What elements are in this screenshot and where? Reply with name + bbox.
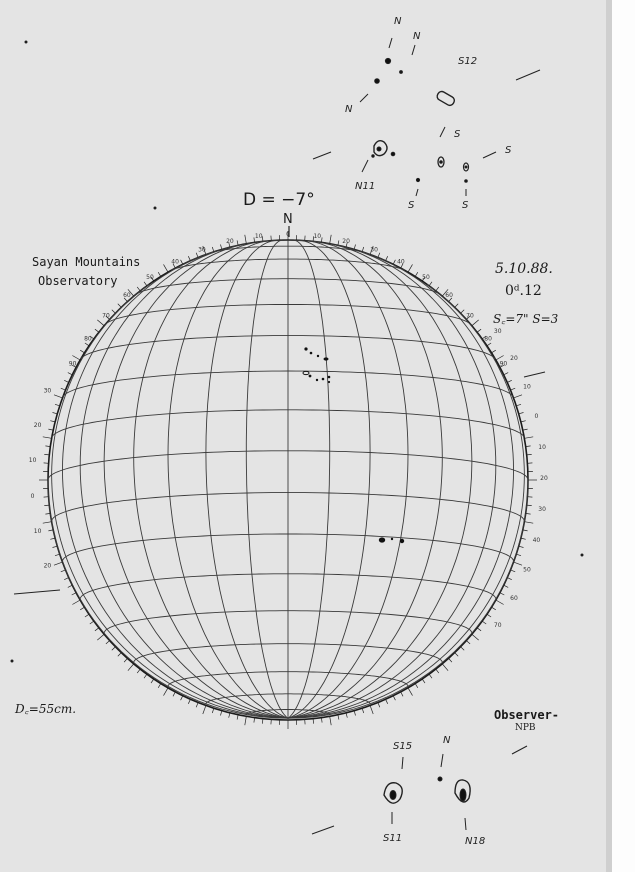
- limb-tick: [68, 585, 73, 587]
- region-label: S: [408, 200, 415, 211]
- limb-scale-label: 70: [102, 312, 110, 320]
- limb-tick: [507, 578, 512, 580]
- limb-scale-label: 10: [33, 528, 42, 536]
- meridian-line: [288, 245, 496, 718]
- limb-tick: [354, 711, 355, 716]
- limb-tick: [53, 546, 58, 547]
- limb-tick: [527, 505, 532, 506]
- limb-tick: [80, 607, 84, 610]
- meridian-line: [80, 245, 288, 718]
- limb-scale-label: 50: [146, 273, 154, 281]
- limb-tick: [128, 664, 134, 671]
- limb-scale-label: 30: [538, 506, 546, 514]
- limb-tick: [97, 634, 104, 640]
- limb-tick: [378, 703, 380, 708]
- limb-tick: [500, 593, 504, 595]
- limb-scale-label: 20: [33, 421, 42, 429]
- limb-tick: [72, 356, 80, 361]
- limb-tick: [511, 388, 516, 390]
- limb-scale-label: 80: [484, 335, 492, 343]
- observer-initials: NPB: [515, 723, 536, 733]
- sunspot: [316, 379, 318, 381]
- limb-tick: [245, 235, 247, 244]
- limb-tick: [144, 674, 147, 678]
- limb-tick: [254, 718, 255, 723]
- declination-label: D = −7°: [243, 190, 315, 210]
- observatory-name-line2: Observatory: [38, 274, 118, 288]
- limb-tick: [401, 692, 403, 696]
- region-label: S12: [458, 56, 478, 67]
- limb-tick: [80, 350, 84, 353]
- limb-tick: [330, 235, 332, 244]
- limb-tick: [516, 404, 521, 406]
- limb-tick: [313, 719, 314, 724]
- limb-tick: [44, 505, 49, 506]
- limb-scale-label: 10: [538, 443, 546, 451]
- limb-tick: [229, 713, 230, 718]
- limb-tick: [477, 628, 481, 631]
- limb-scale-label: 0: [30, 492, 35, 500]
- limb-tick: [221, 711, 222, 716]
- limb-tick: [61, 570, 66, 572]
- limb-tick: [188, 256, 190, 261]
- limb-tick: [492, 607, 496, 610]
- limb-tick: [164, 264, 169, 272]
- limb-tick: [461, 310, 465, 314]
- limb-tick: [519, 413, 524, 414]
- region-label: S: [505, 145, 512, 156]
- sunspot: [309, 375, 312, 378]
- region-label: N: [394, 16, 402, 27]
- limb-tick: [164, 688, 169, 696]
- limb-tick: [514, 562, 523, 565]
- limb-tick: [106, 641, 110, 644]
- region-label: S: [454, 129, 461, 140]
- limb-tick: [386, 699, 388, 704]
- region-label: S15: [393, 741, 413, 752]
- limb-scale-label: 10: [254, 232, 263, 240]
- meridian-line: [288, 240, 330, 718]
- limb-scale-label: 20: [342, 238, 350, 245]
- limb-scale-label: 10: [28, 457, 37, 465]
- limb-tick: [504, 373, 509, 375]
- limb-tick: [436, 287, 439, 291]
- limb-tick: [526, 513, 531, 514]
- sunspot: [328, 376, 331, 379]
- limb-tick: [212, 247, 214, 252]
- limb-tick: [43, 437, 52, 439]
- limb-tick: [422, 679, 425, 683]
- meridian-line: [104, 243, 288, 718]
- limb-tick: [48, 530, 53, 531]
- limb-tick: [436, 669, 439, 673]
- limb-tick: [516, 554, 521, 556]
- limb-tick: [442, 664, 448, 671]
- region-label: N: [345, 104, 353, 115]
- limb-scale-label: 0: [286, 231, 290, 238]
- limb-tick: [54, 395, 63, 398]
- limb-tick: [54, 562, 63, 565]
- limb-scale-label: 30: [370, 246, 378, 254]
- sunspot: [324, 357, 329, 360]
- limb-tick: [212, 708, 214, 713]
- limb-tick: [415, 272, 418, 276]
- observation-date: 5.10.88.: [495, 261, 553, 277]
- sunspot: [400, 539, 404, 543]
- limb-tick: [523, 530, 528, 531]
- limb-tick: [181, 260, 183, 265]
- limb-tick: [492, 350, 496, 353]
- meridian-line: [288, 241, 408, 718]
- limb-tick: [524, 522, 533, 524]
- limb-tick: [137, 669, 140, 673]
- region-label: N: [413, 31, 421, 42]
- sunspot: [317, 355, 319, 357]
- limb-tick: [137, 287, 140, 291]
- limb-tick: [449, 658, 452, 662]
- limb-tick: [173, 692, 175, 696]
- sunspot-markings: [303, 347, 404, 543]
- limb-tick: [245, 716, 247, 725]
- limb-scale-label: 30: [43, 387, 52, 395]
- limb-tick: [95, 628, 99, 631]
- meridian-line: [288, 253, 514, 719]
- limb-scale-label: 20: [226, 238, 234, 245]
- limb-tick: [72, 600, 80, 605]
- sunspot: [328, 381, 330, 383]
- limb-scale-label: 70: [466, 312, 474, 320]
- meridian-line: [246, 240, 288, 718]
- limb-tick: [90, 621, 94, 624]
- limb-scale-label: 0: [534, 413, 539, 421]
- limb-tick: [321, 237, 322, 242]
- region-label: N18: [465, 836, 486, 847]
- limb-tick: [415, 684, 418, 688]
- limb-tick: [64, 578, 69, 580]
- meridian-line: [168, 241, 288, 718]
- limb-tick: [112, 310, 116, 314]
- limb-scale-label: 60: [123, 291, 131, 299]
- limb-tick: [68, 373, 73, 375]
- limb-tick: [203, 706, 206, 715]
- limb-tick: [487, 343, 491, 346]
- limb-tick: [455, 653, 459, 657]
- limb-tick: [527, 454, 532, 455]
- region-label: N11: [355, 181, 376, 192]
- limb-tick: [338, 715, 339, 720]
- limb-scale-label: 40: [171, 258, 179, 266]
- limb-tick: [221, 245, 222, 250]
- limb-scale-label: 20: [510, 354, 518, 362]
- region-label: S: [462, 200, 469, 211]
- limb-tick: [521, 538, 526, 539]
- limb-tick: [158, 272, 161, 276]
- limb-tick: [196, 703, 198, 708]
- limb-tick: [50, 421, 55, 422]
- meridian-line: [63, 253, 289, 719]
- limb-tick: [370, 706, 373, 715]
- limb-tick: [472, 634, 479, 640]
- limb-scale-label: 60: [445, 291, 453, 299]
- limb-tick: [72, 593, 76, 595]
- sunspot: [303, 371, 309, 374]
- limb-tick: [519, 546, 524, 547]
- north-marker: N: [283, 212, 293, 227]
- limb-tick: [429, 282, 432, 286]
- limb-tick: [44, 454, 49, 455]
- limb-tick: [408, 264, 413, 272]
- sunspot: [310, 352, 313, 355]
- limb-tick: [511, 570, 516, 572]
- limb-tick: [55, 404, 60, 406]
- limb-tick: [378, 253, 380, 258]
- limb-tick: [48, 429, 53, 430]
- limb-tick: [393, 696, 395, 701]
- limb-tick: [85, 343, 89, 346]
- limb-tick: [330, 716, 332, 725]
- limb-tick: [524, 437, 533, 439]
- limb-scale-label: 20: [540, 475, 548, 482]
- limb-tick: [466, 641, 470, 644]
- limb-tick: [53, 413, 58, 414]
- limb-tick: [85, 614, 89, 617]
- limb-tick: [95, 329, 99, 332]
- limb-scale-label: 90: [68, 360, 77, 368]
- limb-tick: [118, 304, 122, 308]
- observation-time: 0ᵈ.12: [505, 283, 542, 299]
- limb-tick: [262, 719, 263, 724]
- limb-tick: [526, 446, 531, 447]
- limb-tick: [408, 688, 413, 696]
- limb-tick: [118, 653, 122, 657]
- limb-tick: [124, 658, 127, 662]
- limb-scale-label: 70: [493, 621, 502, 629]
- limb-tick: [487, 614, 491, 617]
- limb-tick: [354, 245, 355, 250]
- limb-scale-label: 20: [43, 562, 52, 570]
- sunspot: [322, 378, 325, 381]
- limb-tick: [504, 585, 509, 587]
- limb-scale-label: 50: [523, 566, 531, 574]
- limb-scale-label: 10: [523, 383, 531, 391]
- disk-diameter: D꜀=55cm.: [15, 702, 77, 716]
- limb-tick: [429, 674, 432, 678]
- sunspot: [304, 347, 307, 350]
- limb-scale-label: 90: [499, 360, 508, 368]
- limb-tick: [521, 421, 526, 422]
- limb-scale-label: 80: [84, 335, 92, 343]
- limb-tick: [158, 684, 161, 688]
- limb-tick: [523, 429, 528, 430]
- limb-tick: [455, 304, 459, 308]
- limb-tick: [55, 554, 60, 556]
- limb-scale-label: 50: [422, 273, 430, 281]
- region-label: S11: [383, 833, 403, 844]
- limb-tick: [237, 240, 238, 245]
- limb-tick: [61, 388, 66, 390]
- limb-tick: [151, 679, 154, 683]
- limb-tick: [461, 647, 465, 651]
- limb-scale-label: 60: [510, 595, 518, 603]
- limb-tick: [45, 446, 50, 447]
- limb-tick: [144, 282, 147, 286]
- limb-tick: [386, 256, 388, 261]
- limb-tick: [64, 380, 69, 382]
- sunspot: [391, 538, 393, 540]
- sunspot: [379, 537, 385, 542]
- limb-tick: [237, 715, 238, 720]
- limb-tick: [362, 708, 364, 713]
- seeing-quality: S꜀=7" S=3: [493, 312, 559, 326]
- limb-tick: [97, 320, 104, 326]
- limb-tick: [43, 522, 52, 524]
- heliographic-grid: [48, 240, 528, 720]
- limb-tick: [346, 713, 347, 718]
- limb-tick: [181, 696, 183, 701]
- limb-tick: [507, 380, 512, 382]
- limb-tick: [472, 320, 479, 326]
- limb-tick: [112, 647, 116, 651]
- limb-tick: [514, 395, 523, 398]
- limb-tick: [477, 329, 481, 332]
- region-label: N: [443, 735, 451, 746]
- observatory-name-line1: Sayan Mountains: [32, 255, 141, 269]
- limb-scale-label: 40: [397, 258, 405, 266]
- limb-tick: [362, 247, 364, 252]
- limb-tick: [50, 538, 55, 539]
- limb-tick: [496, 600, 504, 605]
- limb-tick: [338, 240, 339, 245]
- limb-scale-label: 10: [313, 232, 322, 240]
- limb-tick: [393, 260, 395, 265]
- meridian-line: [288, 243, 472, 718]
- limb-scale-label: 30: [493, 328, 502, 336]
- limb-scale-label: 40: [532, 536, 541, 544]
- limb-tick: [45, 513, 50, 514]
- limb-tick: [496, 356, 504, 361]
- limb-tick: [188, 699, 190, 704]
- limb-tick: [321, 718, 322, 723]
- limb-tick: [482, 621, 486, 624]
- observer-label: Observer-: [494, 708, 560, 722]
- limb-scale-label: 30: [198, 246, 206, 254]
